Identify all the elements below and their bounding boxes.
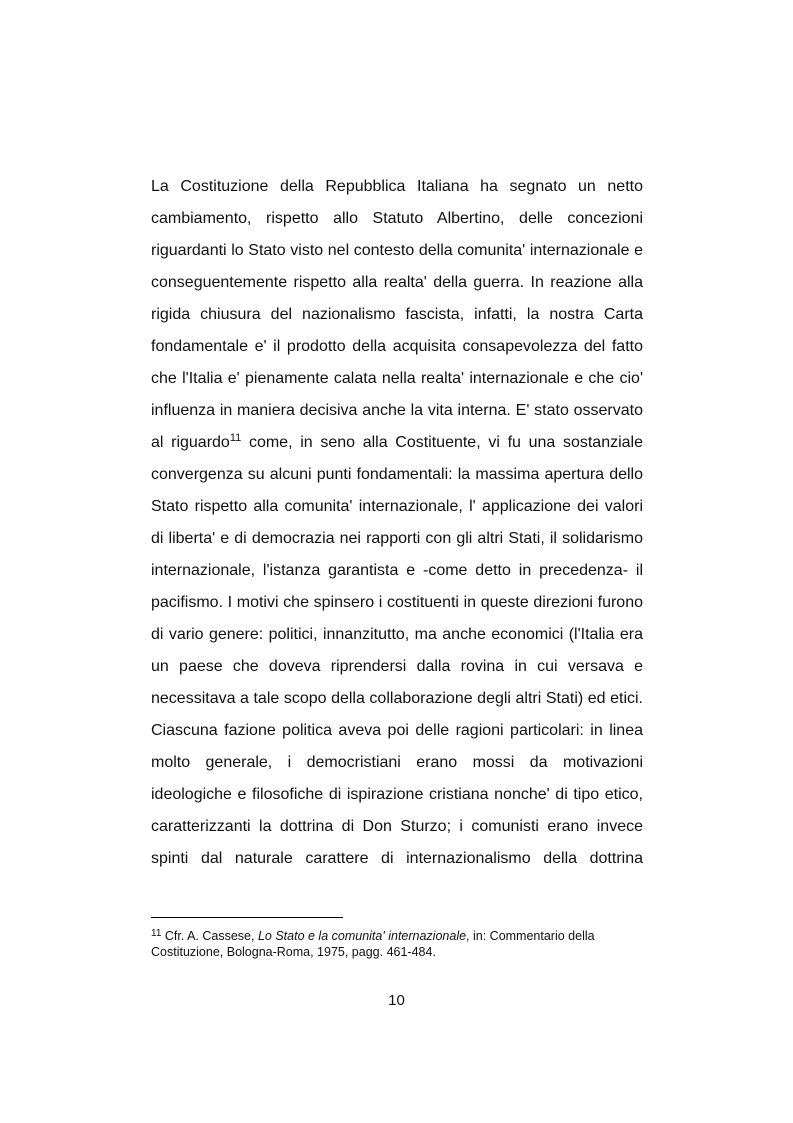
body-line: Ciascuna fazione politica aveva poi delle ragioni particolari: in linea [151,722,643,739]
body-line: ideologiche e filosofiche di ispirazione cristiana nonche' di tipo etico, [151,786,643,803]
footnote-number: 11 [151,928,162,939]
footnote-line-after: come, in seno alla Costituente, vi fu una sostanziale [241,434,644,451]
body-line: necessitava a tale scopo della collaborazione degli altri Stati) ed etici. [151,690,643,707]
body-line: internazionale, l'istanza garantista e -come detto in precedenza- il [151,562,643,579]
footnote-line-before: al riguardo [151,434,230,451]
body-line: Stato rispetto alla comunita' internazionale, l' applicazione dei valori [151,498,643,515]
body-line: La Costituzione della Repubblica Italiana ha segnato un netto [151,178,643,195]
body-line: pacifismo. I motivi che spinsero i costituenti in queste direzioni furono [151,594,643,611]
footnote [151,928,643,960]
body-line: fondamentale e' il prodotto della acquisita consapevolezza del fatto [151,338,643,355]
body-line: di liberta' e di democrazia nei rapporti con gli altri Stati, il solidarismo [151,530,643,547]
footnote-separator [151,917,343,918]
body-line: conseguentemente rispetto alla realta' della guerra. In reazione alla [151,274,643,291]
body-line: molto generale, i democristiani erano mossi da motivazioni [151,754,643,771]
body-line: caratterizzanti la dottrina di Don Sturzo; i comunisti erano invece [151,818,643,835]
body-line: rigida chiusura del nazionalismo fascista, infatti, la nostra Carta [151,306,643,323]
body-line: un paese che doveva riprendersi dalla rovina in cui versava e [151,658,643,675]
body-line: riguardanti lo Stato visto nel contesto della comunita' internazionale e [151,242,643,259]
footnote-reference[interactable]: 11 [229,432,242,444]
body-line: cambiamento, rispetto allo Statuto Albertino, delle concezioni [151,210,643,227]
body-line: di vario genere: politici, innanzitutto, ma anche economici (l'Italia era [151,626,643,643]
footnote-cited-title: Lo Stato e la comunita' internazionale [257,929,467,943]
body-line-with-footnote-ref [151,427,643,459]
body-line: convergenza su alcuni punti fondamentali: la massima apertura dello [151,466,643,483]
footnote-suffix: , in: Commentario della Costituzione, Bologna-Roma, 1975, pagg. 461-484. [151,929,595,959]
body-line: che l'Italia e' pienamente calata nella realta' internazionale e che cio' [151,370,643,387]
body-line: influenza in maniera decisiva anche la vita interna. E' stato osservato [151,402,643,419]
page-number: 10 [388,992,405,1009]
footnote-prefix: Cfr. A. Cassese, [161,929,258,943]
body-line: spinti dal naturale carattere di internazionalismo della dottrina [151,850,643,867]
body-text [151,171,643,875]
